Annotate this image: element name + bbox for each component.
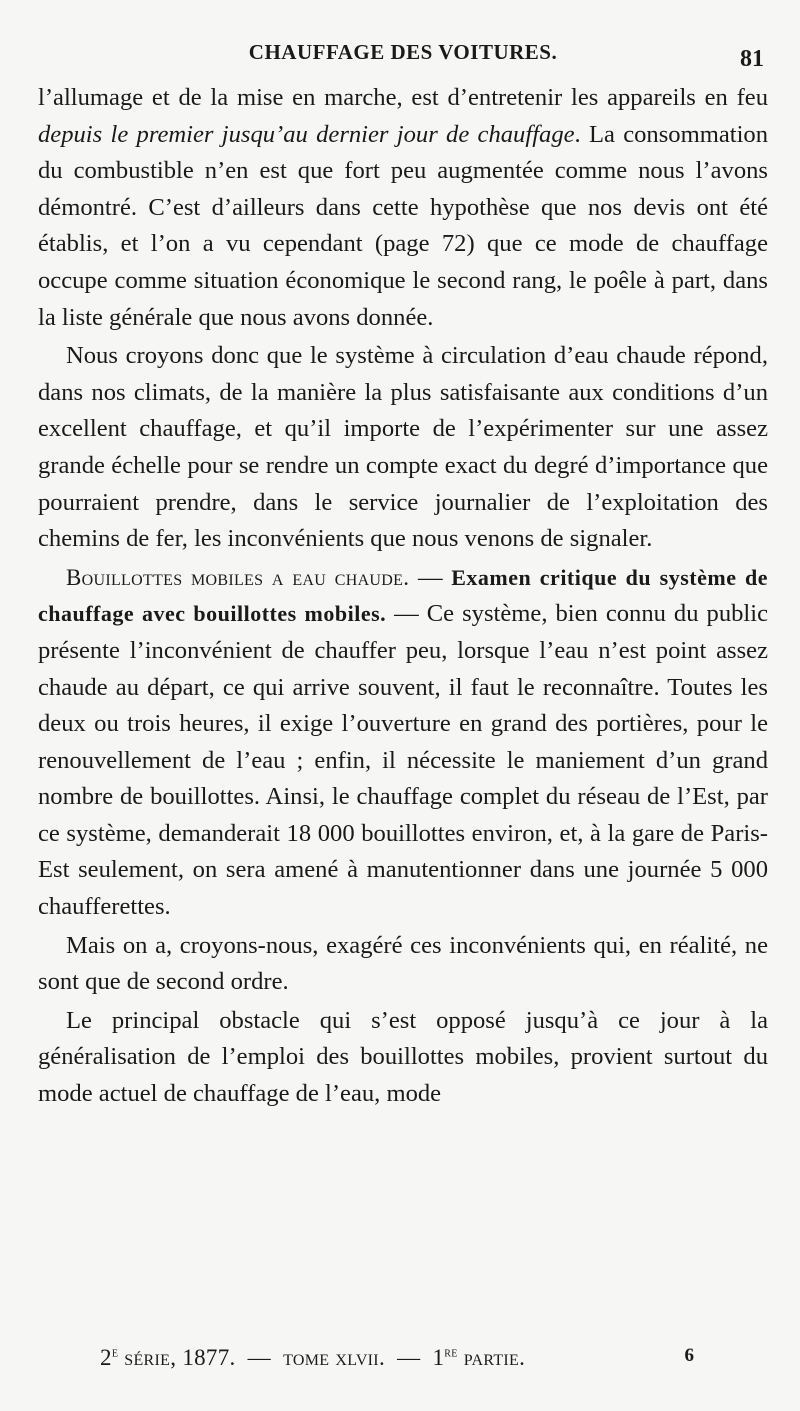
section-heading: Bouillottes mobiles a eau chaude. bbox=[66, 564, 410, 590]
p3-text: Ce système, bien connu du public présente l’inconvénient de chauffer peu, lorsque l’eau n’est point assez chaude au départ, ce qui arrive souvent, il faut le reconnaître. Toutes les deux ou trois heures, il exige l’ouverture en grand des portières, pour le renouvellement de l’eau ; enfin, il nécessite le maniement d’un grand nombre de bouillottes. Ainsi, le chauffage complet du réseau de l’Est, par ce système, demanderait 18 000 bouillottes environ, et, à la gare de Paris-Est seulement, on sera amené à manutentionner dans une journée 5 000 chaufferettes. bbox=[38, 600, 768, 921]
section-subheading: Examen critique du système de chauffage avec bouillottes mobiles. bbox=[38, 564, 769, 627]
series-rest: série, 1877. — tome xlvii. — 1 bbox=[118, 1345, 445, 1370]
sheet-number: 6 bbox=[684, 1345, 694, 1366]
running-title: CHAUFFAGE DES VOITURES. bbox=[248, 40, 558, 64]
part-rest: partie. bbox=[457, 1345, 526, 1370]
series-line bbox=[100, 1345, 525, 1371]
series-num: 2 bbox=[100, 1345, 112, 1370]
paragraph-3 bbox=[38, 560, 768, 926]
heading-dash: — bbox=[409, 563, 452, 591]
p1-emphasis: depuis le premier jusqu’au dernier jour de chauffage bbox=[38, 120, 575, 148]
p1-text-a: l’allumage et de la mise en marche, est d’entretenir les appareils en feu bbox=[38, 84, 768, 111]
subheading-dash: — bbox=[386, 600, 427, 628]
paragraph-2: Nous croyons donc que le système à circulation d’eau chaude répond, dans nos climats, de la manière la plus satisfaisante aux conditions d’un excellent chauffage, et qu’il importe de l’expérimenter sur une assez grande échelle pour se rendre un compte exact du degré d’importance que pourraient prendre, dans le service journalier de l’exploitation des chemins de fer, les inconvénients que nous venons de signaler. bbox=[38, 342, 768, 553]
paragraph-1 bbox=[38, 80, 768, 336]
page-footer bbox=[38, 1345, 768, 1375]
series-sup: e bbox=[111, 1344, 119, 1360]
page-header bbox=[38, 38, 768, 78]
paragraph-5: Le principal obstacle qui s’est opposé jusqu’à ce jour à la généralisation de l’emploi des bouillottes mobiles, provient surtout du mode actuel de chauffage de l’eau, mode bbox=[38, 1006, 768, 1108]
body-text bbox=[38, 80, 768, 1113]
paragraph-4: Mais on a, croyons-nous, exagéré ces inconvénients qui, en réalité, ne sont que de second ordre. bbox=[38, 931, 768, 996]
part-sup: re bbox=[444, 1344, 458, 1360]
page-number: 81 bbox=[740, 46, 764, 72]
p1-text-b: . La consommation du combustible n’en est que fort peu augmentée comme nous l’avons démontré. C’est d’ailleurs dans cette hypothèse que nos devis ont été établis, et l’on a vu cependant (page 72) que ce mode de chauffage occupe comme situation économique le second rang, le poêle à part, dans la liste générale que nous avons donnée. bbox=[38, 120, 769, 331]
